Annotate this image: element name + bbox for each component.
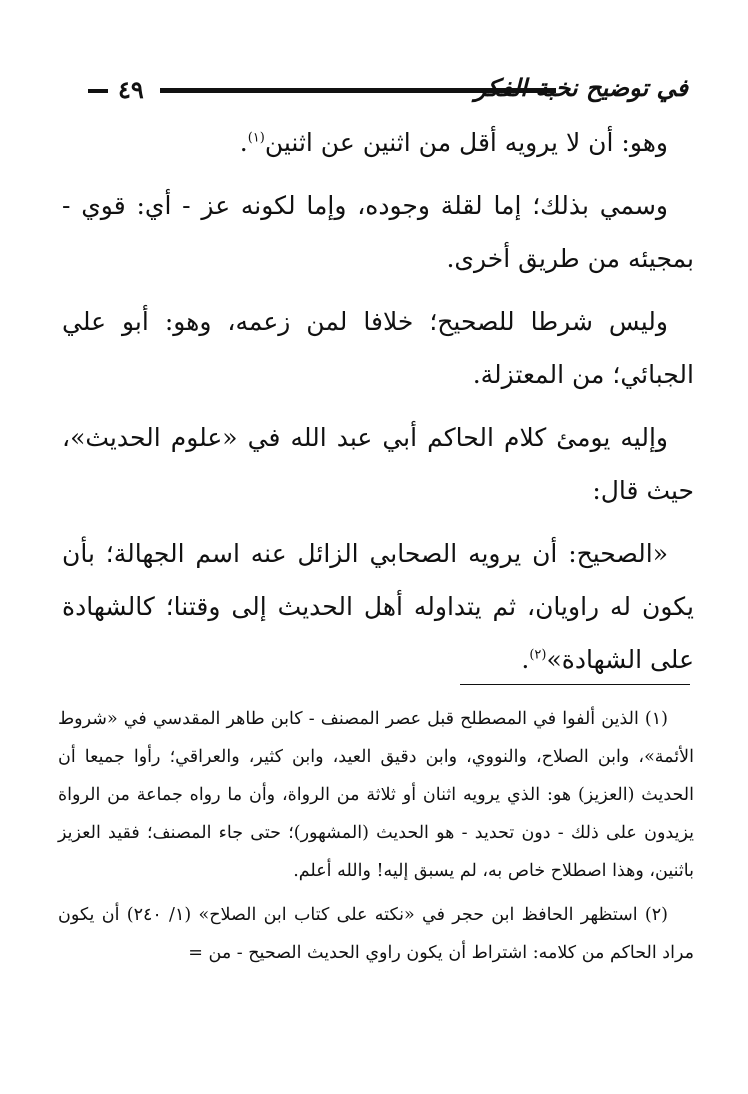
paragraph-text: وإليه يومئ كلام الحاكم أبي عبد الله في «علوم الحديث»، حيث قال: [62, 423, 694, 505]
paragraph [62, 411, 694, 517]
paragraph [62, 295, 694, 401]
header-title: في توضيح نخبة الفكر [474, 73, 688, 102]
main-text [62, 116, 694, 696]
page-number: ٤٩ [118, 75, 144, 104]
header-dash [88, 89, 108, 93]
paragraph [62, 527, 694, 686]
footnote-separator [460, 684, 690, 685]
footnote: (٢) استظهر الحافظ ابن حجر في «نكته على كتاب ابن الصلاح» (١/ ٢٤٠) أن يكون مراد الحاكم من كلامه: اشتراط أن يكون راوي الحديث الصحيح - من = [58, 905, 694, 963]
paragraph-text: وليس شرطا للصحيح؛ خلافا لمن زعمه، وهو: أبو علي الجبائي؛ من المعتزلة. [62, 307, 694, 389]
footnote-ref: (٢) [529, 647, 547, 663]
paragraph [62, 116, 694, 169]
footnotes [58, 700, 694, 978]
paragraph [62, 179, 694, 285]
footnote-ref: (١) [247, 130, 265, 146]
paragraph-tail: . [239, 128, 248, 157]
paragraph-text: وهو: أن لا يرويه أقل من اثنين عن اثنين [264, 128, 668, 157]
paragraph-text: «الصحيح: أن يرويه الصحابي الزائل عنه اسم الجهالة؛ بأن يكون له راويان، ثم يتداوله أهل الحديث إلى وقتنا؛ كالشهادة على الشهادة» [62, 539, 694, 674]
running-header [88, 70, 688, 110]
footnote: (١) الذين ألفوا في المصطلح قبل عصر المصنف - كابن طاهر المقدسي في «شروط الأئمة»، وابن الصلاح، والنووي، وابن دقيق العيد، وابن كثير، والعراقي؛ رأوا جميعا أن الحديث (العزيز) هو: الذي يرويه اثنان أو ثلاثة من الرواة، وأن ما رواه جماعة من الرواة يزيدون على ذلك - دون تحديد - هو الحديث (المشهور)؛ حتى جاء المصنف؛ فقيد العزيز باثنين، وهذا اصطلاح خاص به، لم يسبق إليه! والله أعلم. [58, 709, 694, 881]
paragraph-text: وسمي بذلك؛ إما لقلة وجوده، وإما لكونه عز - أي: قوي - بمجيئه من طريق أخرى. [62, 191, 694, 273]
paragraph-tail: . [521, 645, 530, 674]
